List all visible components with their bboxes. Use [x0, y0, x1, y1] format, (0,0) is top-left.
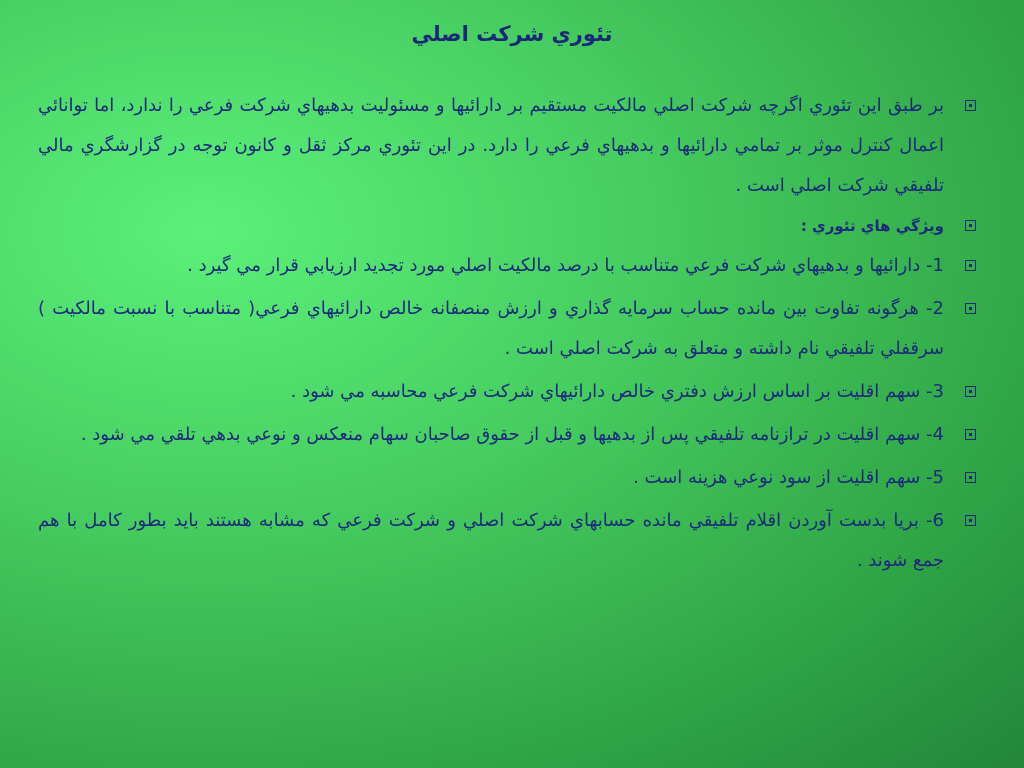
list-item	[38, 501, 984, 581]
bullet-text: ويژگي هاي تئوري :	[800, 217, 944, 235]
list-item	[38, 458, 984, 498]
square-bullet-icon	[965, 515, 976, 526]
square-bullet-icon	[965, 303, 976, 314]
bullet-text: 2- هرگونه تفاوت بين مانده حساب سرمايه گذاري و ارزش منصفانه خالص دارائيهاي فرعي( متناسب با نسبت مالکيت ) سرقفلي تلفيقي نام داشته و متعلق به شرکت اصلي است .	[38, 298, 944, 359]
square-bullet-icon	[965, 260, 976, 271]
bullet-text: 5- سهم اقليت از سود نوعي هزينه است .	[633, 467, 944, 488]
list-item	[38, 372, 984, 412]
slide-title: تئوري شرکت اصلي	[411, 22, 613, 46]
list-item	[38, 289, 984, 369]
list-item	[38, 246, 984, 286]
bullet-text: 6- بريا بدست آوردن اقلام تلفيقي مانده حسابهاي شرکت اصلي و شرکت فرعي که مشابه هستند بايد بطور کامل با هم جمع شوند .	[38, 510, 944, 571]
list-item	[38, 86, 984, 206]
bullet-text: 1- دارائيها و بدهيهاي شرکت فرعي متناسب با درصد مالکيت اصلي مورد تجديد ارزيابي قرار مي گيرد .	[187, 255, 944, 276]
bullet-text: بر طبق اين تئوري اگرچه شرکت اصلي مالکيت مستقيم بر دارائيها و مسئوليت بدهيهاي شرکت فرعي را ندارد، اما توانائي اعمال کنترل موثر بر تمامي دارائيها و بدهيهاي فرعي را دارد. در اين تئوري مرکز ثقل و کانون توجه در گزارشگري مالي تلفيقي شرکت اصلي است .	[38, 95, 944, 196]
list-item	[38, 209, 984, 243]
square-bullet-icon	[965, 100, 976, 111]
list-item	[38, 415, 984, 455]
square-bullet-icon	[965, 472, 976, 483]
square-bullet-icon	[965, 220, 976, 231]
bullet-text: 3- سهم اقليت بر اساس ارزش دفتري خالص دارائيهاي شرکت فرعي محاسبه مي شود .	[290, 381, 944, 402]
bullet-list	[38, 86, 984, 584]
bullet-text: 4- سهم اقليت در ترازنامه تلفيقي پس از بدهيها و قبل از حقوق صاحبان سهام منعکس و نوعي بدهي تلقي مي شود .	[80, 424, 944, 445]
square-bullet-icon	[965, 429, 976, 440]
square-bullet-icon	[965, 386, 976, 397]
